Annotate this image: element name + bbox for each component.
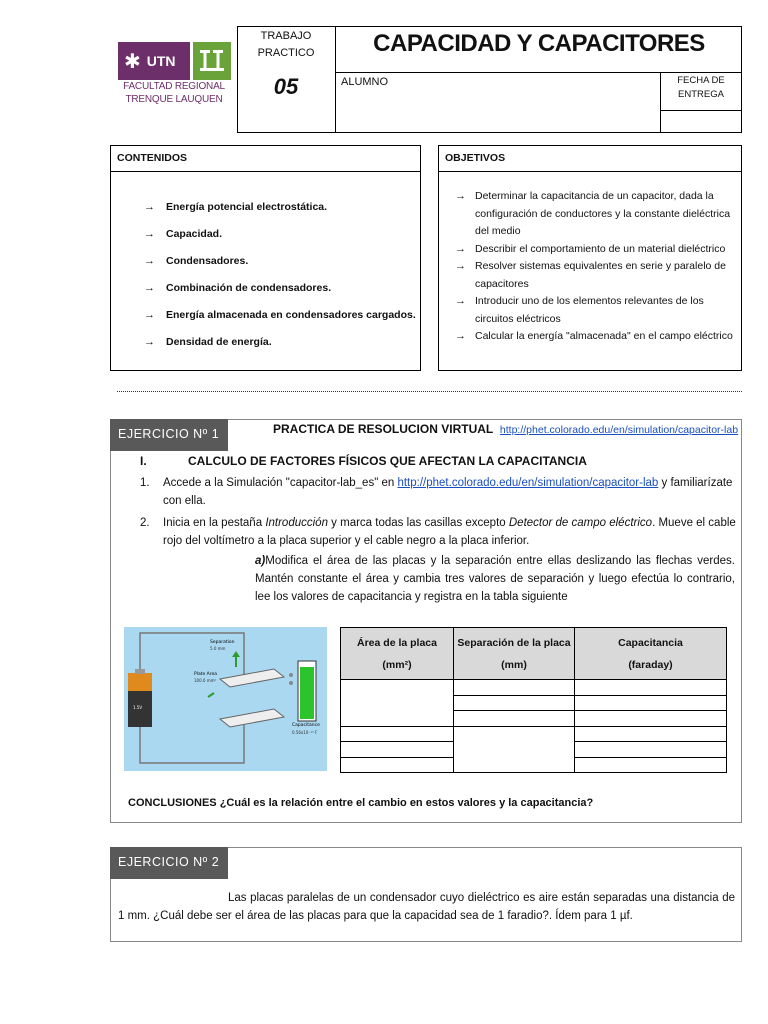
arrow-right-icon: → bbox=[144, 255, 155, 267]
objetivos-box bbox=[438, 145, 742, 371]
arrow-right-icon: → bbox=[455, 330, 466, 342]
page-title: CAPACIDAD Y CAPACITORES bbox=[373, 30, 705, 57]
arrow-right-icon: → bbox=[144, 201, 155, 213]
contenidos-title: CONTENIDOS bbox=[111, 146, 420, 172]
separation-label: Separation bbox=[210, 640, 235, 645]
list-item: → Condensadores. bbox=[144, 255, 249, 267]
exercise-2-label: EJERCICIO Nº 2 bbox=[110, 847, 228, 879]
arrow-right-icon: → bbox=[455, 190, 466, 202]
battery-label: 1.5V bbox=[133, 705, 143, 710]
arrow-right-icon: → bbox=[455, 260, 466, 272]
objetivos-list bbox=[439, 172, 741, 346]
contenidos-list bbox=[111, 172, 420, 362]
emblem-icon bbox=[197, 46, 227, 76]
arrow-right-icon: → bbox=[144, 336, 155, 348]
capacitance-label: Capacitance bbox=[292, 723, 320, 728]
practice-number: 05 bbox=[273, 74, 299, 99]
arrow-right-icon: → bbox=[144, 228, 155, 240]
list-item: → Densidad de energía. bbox=[144, 336, 272, 348]
utn-logo bbox=[118, 42, 190, 80]
arrow-right-icon: → bbox=[455, 242, 466, 255]
part-a: a)Modifica el área de las placas y la separación entre ellas deslizando las flechas verdes. Mantén constante el área y cambia tres valores de separación y luego efectúa lo contrario, lee los valores de capacitancia y registra en la tabla siguiente bbox=[255, 555, 735, 603]
arrow-right-icon: → bbox=[144, 309, 155, 321]
arrow-right-icon: → bbox=[144, 282, 155, 294]
dotted-divider bbox=[117, 391, 742, 392]
utn-emblem bbox=[193, 42, 231, 80]
list-item: → Energía almacenada en condensadores cargados. bbox=[144, 309, 416, 321]
step-1: 1. Accede a la Simulación "capacitor-lab_es" en http://phet.colorado.edu/en/simulation/capacitor-lab y familiarízate con ella. bbox=[140, 477, 733, 507]
exercise-1-label: EJERCICIO Nº 1 bbox=[110, 419, 228, 451]
step-2: 2. Inicia en la pestaña Introducción y marca todas las casillas excepto Detector de campo eléctrico. Mueve el cable rojo del voltímetro a la placa superior y el cable negro a la placa inferior. bbox=[140, 517, 736, 547]
capacitance-table bbox=[340, 627, 727, 773]
faculty-name: FACULTAD REGIONAL TRENQUE LAUQUEN bbox=[123, 81, 225, 105]
list-item: → Describir el comportamiento de un material dieléctrico bbox=[439, 241, 741, 259]
exercise-2-text: Las placas paralelas de un condensador cuyo dieléctrico es aire están separadas una distancia de 1 mm. ¿Cuál debe ser el área de las placas para que la capacidad sea de 1 faradio?. Ídem para 1 µf. bbox=[118, 892, 735, 922]
table-header: Área de la placa (mm²) bbox=[341, 628, 454, 680]
table-header: Separación de la placa (mm) bbox=[454, 628, 575, 680]
exercise-1-heading: PRACTICA DE RESOLUCION VIRTUAL http://phet.colorado.edu/en/simulation/capacitor-lab bbox=[273, 422, 739, 436]
list-item: → Combinación de condensadores. bbox=[144, 282, 332, 294]
separation-value: 5.0 mm bbox=[210, 646, 226, 651]
table-header: Capacitancia (faraday) bbox=[575, 628, 727, 680]
phet-link[interactable]: http://phet.colorado.edu/en/simulation/capacitor-lab bbox=[499, 424, 739, 436]
arrow-right-icon: → bbox=[455, 295, 466, 307]
list-item: → Resolver sistemas equivalentes en serie y paralelo de capacitores bbox=[455, 260, 726, 290]
plate-area-label: Plate Area bbox=[194, 672, 218, 677]
list-item: → Energía potencial electrostática. bbox=[144, 201, 328, 213]
phet-link-inline[interactable]: http://phet.colorado.edu/en/simulation/capacitor-lab bbox=[397, 477, 659, 489]
list-item: → Capacidad. bbox=[144, 228, 223, 240]
alumno-label: ALUMNO bbox=[341, 76, 389, 88]
objetivos-title: OBJETIVOS bbox=[439, 146, 741, 172]
logo-text: UTN bbox=[146, 53, 176, 69]
capacitance-value: 0.56x10⁻¹³ F bbox=[292, 730, 318, 735]
list-item: → Determinar la capacitancia de un capacitor, dada la configuración de conductores y la constante dieléctrica del medio bbox=[455, 190, 731, 237]
fecha-entrega-label: FECHA DE ENTREGA bbox=[677, 75, 725, 100]
plate-area-value: 100.0 mm² bbox=[194, 678, 217, 683]
list-item: → Introducir uno de los elementos relevantes de los circuitos eléctricos bbox=[455, 295, 704, 325]
conclusion: CONCLUSIONES ¿Cuál es la relación entre el cambio en estos valores y la capacitancia? bbox=[128, 797, 594, 809]
capacitor-simulation bbox=[124, 627, 327, 771]
section-title: I. CALCULO DE FACTORES FÍSICOS QUE AFECTAN LA CAPACITANCIA bbox=[140, 454, 587, 468]
simulation-image bbox=[124, 627, 327, 771]
trabajo-practico-label: TRABAJO PRACTICO bbox=[257, 30, 315, 59]
star-icon: ✱ bbox=[124, 50, 141, 73]
table-row bbox=[341, 726, 727, 742]
table-row bbox=[341, 680, 727, 696]
contenidos-box bbox=[110, 145, 421, 371]
list-item: → Calcular la energía "almacenada" en el campo eléctrico bbox=[439, 328, 741, 346]
